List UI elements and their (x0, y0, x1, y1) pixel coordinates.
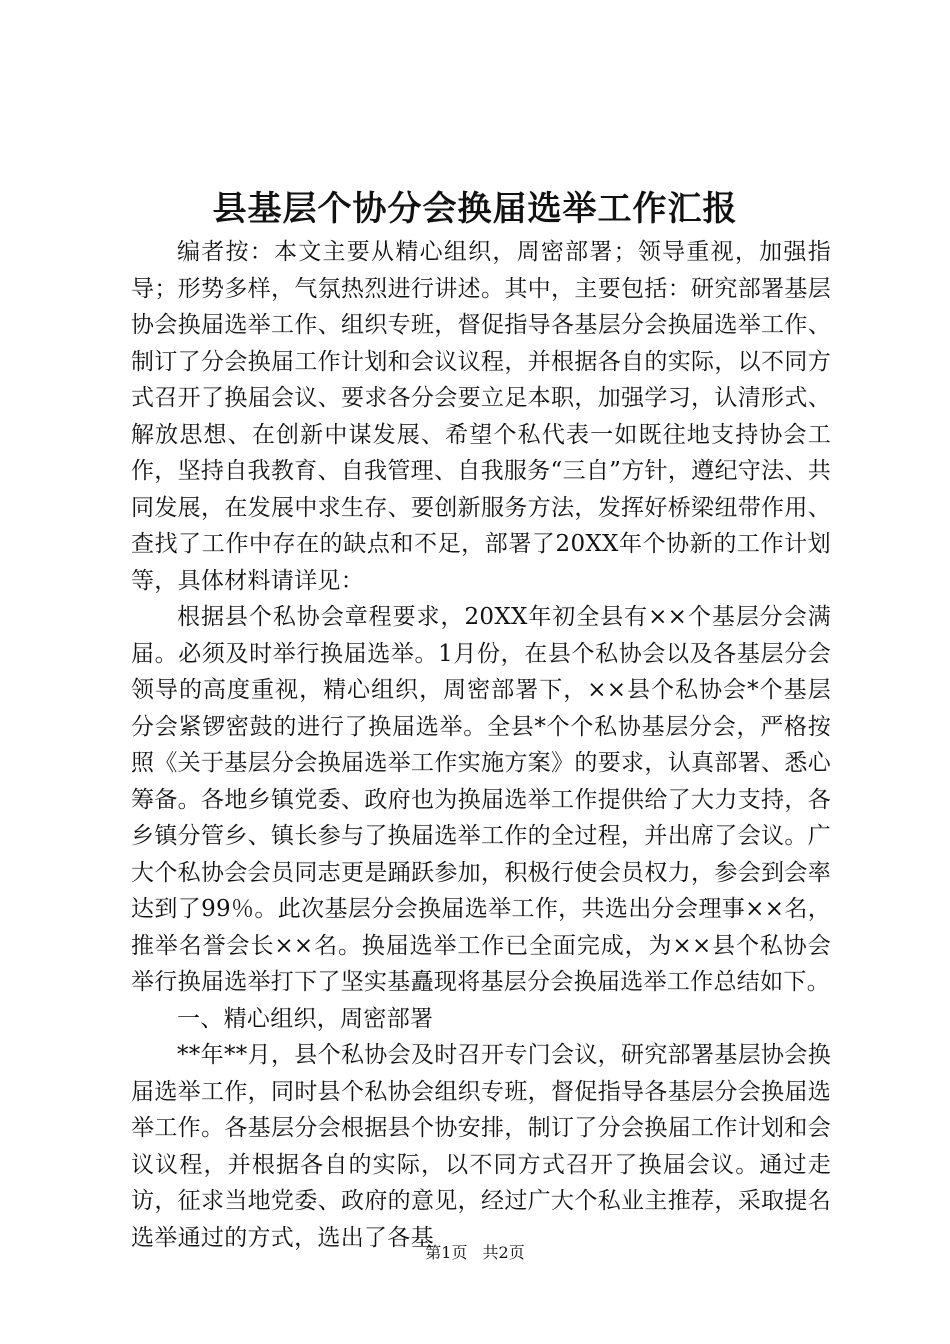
section-heading-1: 一、精心组织，周密部署 (177, 1005, 434, 1032)
document-body (131, 234, 831, 1256)
document-title: 县基层个协分会换届选举工作汇报 (212, 189, 738, 229)
paragraph-background: 根据县个私协会章程要求，20XX年初全县有××个基层分会满届。必须及时举行换届选举。1月份，在县个私协会以及各基层分会领导的高度重视，精心组织，周密部署下，××县个私协会*个基层分会紧锣密鼓的进行了换届选举。全县*个个私协基层分会，严格按照《关于基层分会换届选举工作实施方案》的要求，认真部署、悉心筹备。各地乡镇党委、政府也为换届选举工作提供给了大力支持，各乡镇分管乡、镇长参与了换届选举工作的全过程，并出席了会议。广大个私协会会员同志更是踊跃参加，积极行使会员权力，参会到会率达到了99％。此次基层分会换届选举工作，共选出分会理事××名，推举名誉会长××名。换届选举工作已全面完成，为××县个私协会举行换届选举打下了坚实基矗现将基层分会换届选举工作总结如下。 (131, 604, 831, 995)
paragraph-section-1: **年**月，县个私协会及时召开专门会议，研究部署基层协会换届选举工作，同时县个私协会组织专班，督促指导各基层分会换届选举工作。各基层分会根据县个协安排，制订了分会换届工作计划和会议议程，并根据各自的实际，以不同方式召开了换届会议。通过走访，征求当地党委、政府的意见，经过广大个私业主推荐，采取提名选举通过的方式，选出了各基 (131, 1042, 831, 1251)
page-total: 共2页 (482, 1243, 525, 1262)
page-footer (0, 1242, 950, 1264)
paragraph-editor-note: 编者按：本文主要从精心组织，周密部署；领导重视，加强指导；形势多样，气氛热烈进行讲述。其中，主要包括：研究部署基层协会换届选举工作、组织专班，督促指导各基层分会换届选举工作、制订了分会换届工作计划和会议议程，并根据各自的实际，以不同方式召开了换届会议、要求各分会要立足本职，加强学习，认清形式、解放思想、在创新中谋发展、希望个私代表一如既往地支持协会工作，坚持自我教育、自我管理、自我服务“三自”方针，遵纪守法、共同发展，在发展中求生存、要创新服务方法，发挥好桥梁纽带作用、查找了工作中存在的缺点和不足，部署了20XX年个协新的工作计划等，具体材料请详见： (131, 239, 831, 594)
page-number: 第1页 (425, 1243, 468, 1262)
